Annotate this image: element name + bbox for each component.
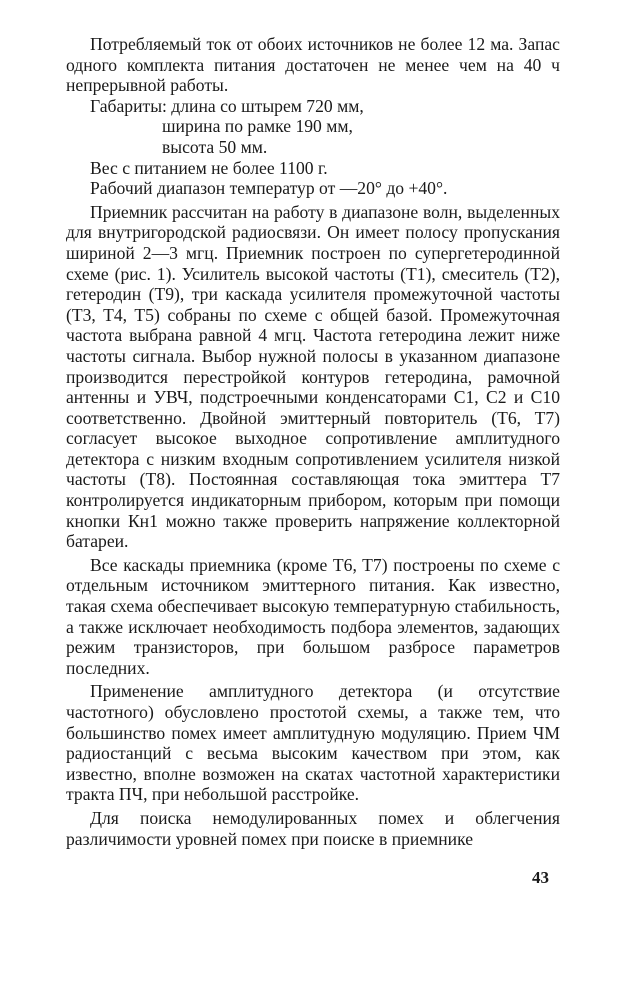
body-text	[66, 34, 560, 849]
specifications	[66, 96, 560, 199]
dimensions-height: высота 50 мм.	[162, 136, 268, 157]
temperature-line: Рабочий диапазон температур от —20° до +40°.	[90, 178, 448, 199]
weight-line: Вес с питанием не более 1100 г.	[90, 157, 328, 178]
paragraph-cascades: Все каскады приемника (кроме T6, T7) построены по схеме с отдельным источником эмиттерного питания. Как известно, такая схема обеспечивает высокую температурную стабильность, а также исключает необходимость подбора элементов, задающих режим транзисторов, при большом разбросе параметров последних.	[66, 554, 560, 678]
paragraph-power: Потребляемый ток от обоих источников не более 12 ма. Запас одного комплекта питания достаточен не менее чем на 40 ч непрерывной работы.	[66, 34, 560, 96]
paragraph-search: Для поиска немодулированных помех и облегчения различимости уровней помех при поиске в приемнике	[66, 807, 560, 849]
paragraph-detector: Применение амплитудного детектора (и отсутствие частотного) обусловлено простотой схемы, а также тем, что большинство помех имеет амплитудную модуляцию. Прием ЧМ радиостанций с весьма высоким качеством при этом, как известно, вполне возможен на скатах частотной характеристики тракта ПЧ, при небольшой расстройке.	[66, 681, 560, 805]
paragraph-receiver: Приемник рассчитан на работу в диапазоне волн, выделенных для внутригородской радиосвязи. Он имеет полосу пропускания шириной 2—3 мгц. Приемник построен по супергетеродинной схеме (рис. 1). Усилитель высокой частоты (T1), смеситель (T2), гетеродин (T9), три каскада усилителя промежуточной частоты (T3, T4, T5) собраны по схеме с общей базой. Промежуточная частота выбрана равной 4 мгц. Частота гетеродина лежит ниже частоты сигнала. Выбор нужной полосы в указанном диапазоне производится перестройкой контуров гетеродина, рамочной антенны и УВЧ, подстроечными конденсаторами C1, C2 и C10 соответственно. Двойной эмиттерный повторитель (T6, T7) согласует высокое выходное сопротивление амплитудного детектора с низким входным сопротивлением усилителя низкой частоты (T8). Постоянная составляющая тока эмиттера T7 контролируется индикаторным прибором, которым при помощи кнопки Кн1 можно также проверить напряжение коллекторной батареи.	[66, 201, 560, 552]
dimensions-width: ширина по рамке 190 мм,	[162, 116, 353, 137]
page-number: 43	[532, 868, 549, 887]
dimensions-length: Габариты: длина со штырем 720 мм,	[90, 95, 364, 116]
